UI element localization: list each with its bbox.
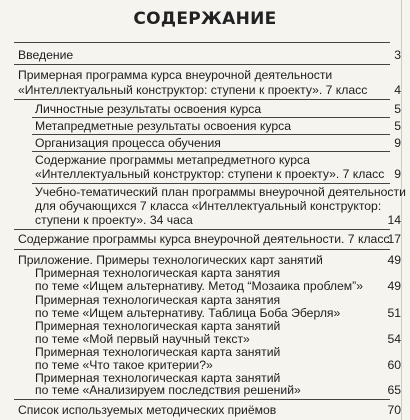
toc-entry-text: по теме «Мой первый научный текст»: [35, 331, 250, 346]
toc-entry-text: Примерная технологическая карта занятий: [35, 370, 281, 385]
toc-entry-line: [0, 82, 410, 98]
toc-entry-text: Учебно-тематический план программы внеурочной деятельности: [35, 185, 406, 199]
toc-entry-page: 51: [387, 305, 401, 320]
toc-entry-page: 17: [387, 232, 401, 246]
toc-entry-methods: [0, 402, 410, 418]
toc-entry-intro: [0, 47, 410, 63]
toc-entry-page: 70: [387, 403, 401, 417]
toc-entry-page: 49: [387, 253, 401, 267]
toc-entry-text: Примерная программа курса внеурочной деятельности: [18, 68, 333, 82]
toc-entry-text: Приложение. Примеры технологических карт занятий: [18, 253, 323, 267]
toc-entry-text: Введение: [18, 48, 74, 62]
toc-entry-text: ступени к проекту». 34 часа: [35, 213, 193, 227]
toc-entry-text: Метапредметные результаты освоения курса: [35, 119, 291, 133]
toc-entry-text: по теме «Ищем альтернативу. Метод “Мозаика проблем”»: [35, 278, 364, 293]
toc-entry-text: Примерная технологическая карта занятия: [35, 266, 281, 281]
toc-entry-content: [0, 231, 410, 247]
toc-entry-text: для обучающихся 7 класса «Интеллектуальный конструктор:: [35, 199, 382, 213]
toc-entry-page: 65: [387, 383, 401, 398]
divider: [14, 64, 390, 65]
divider: [14, 249, 390, 250]
toc-entry-page: 5: [394, 119, 401, 133]
toc-entry-page: 5: [394, 102, 401, 116]
toc-subentry: [0, 101, 410, 117]
toc-subentry: [0, 118, 410, 134]
toc-entry-page: 9: [394, 136, 401, 150]
toc-entry-text: по теме «Что такое критерии?»: [35, 357, 213, 372]
toc-entry-text: Примерная технологическая карта занятий: [35, 345, 281, 359]
toc-entry-text: Организация процесса обучения: [35, 136, 221, 150]
toc-entry-text: Примерная технологическая карта занятий: [35, 319, 281, 334]
toc-entry-text: Список используемых методических приёмов: [18, 403, 277, 417]
toc-entry-page: 14: [387, 213, 401, 227]
toc-entry-page: 54: [387, 331, 401, 346]
toc-entry-text: по теме «Ищем альтернативу. Таблица Боба Эберля»: [35, 305, 341, 320]
toc-entry-page: 60: [387, 357, 401, 372]
toc-entry-text: Личностные результаты освоения курса: [35, 102, 262, 116]
toc-subentry: [0, 166, 410, 182]
toc-entry-page: 3: [394, 48, 401, 62]
divider: [14, 229, 390, 230]
toc-entry-text: по теме «Анализируем последствия решений»: [35, 383, 301, 398]
toc-entry-text: «Интеллектуальный конструктор: ступени к проекту». 7 класс: [35, 167, 385, 181]
toc-entry-page: 49: [387, 278, 401, 293]
toc-subentry: [0, 212, 410, 228]
toc-subentry: [0, 382, 410, 398]
toc-entry-text: Примерная технологическая карта занятия: [35, 293, 281, 308]
toc-entry-page: 4: [394, 83, 401, 97]
divider: [14, 99, 390, 100]
toc-subentry: [0, 135, 410, 151]
toc-entry-text: Содержание программы курса внеурочной деятельности. 7 класс: [18, 232, 390, 246]
toc-entry-line: [0, 67, 410, 83]
toc-entry-page: 9: [394, 167, 401, 181]
divider-top: [14, 42, 390, 43]
divider: [14, 399, 390, 400]
toc-entry-text: Содержание программы метапредметного курса: [35, 153, 310, 167]
page-title: СОДЕРЖАНИЕ: [133, 9, 277, 29]
toc-entry-text: «Интеллектуальный конструктор: ступени к проекту». 7 класс: [18, 83, 368, 97]
